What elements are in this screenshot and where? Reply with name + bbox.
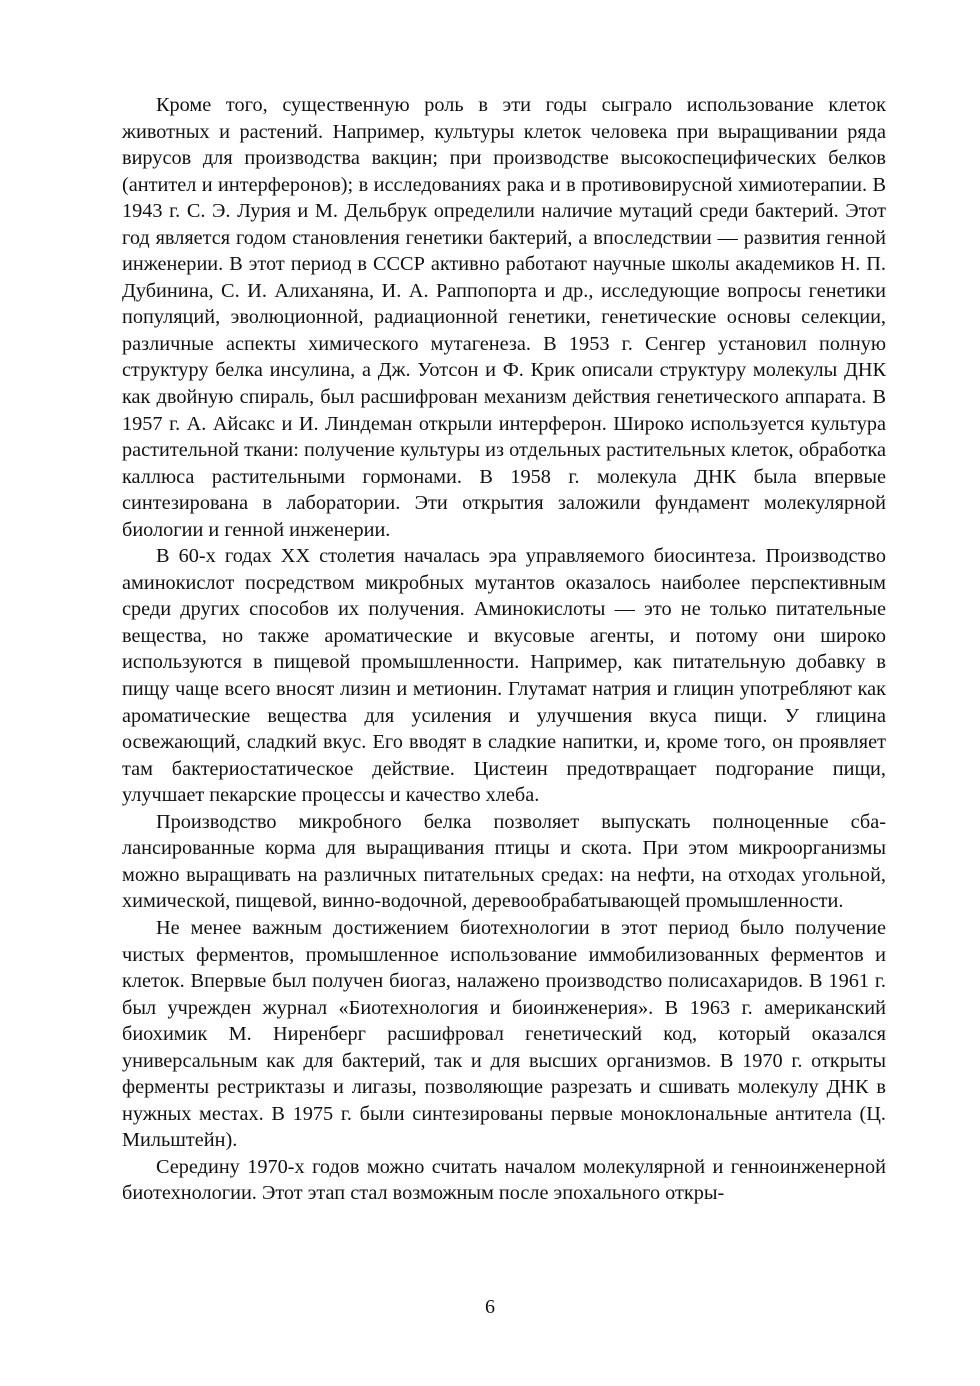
paragraph-1: Кроме того, существенную роль в эти годы сыграло использование клеток животных и растений. Например, культуры клеток человека при выращивании ряда вирусов для производства вакцин; при производстве высокоспецифических белков (антител и интерферонов); в исследованиях рака и в противовирусной химиотерапии. В 1943 г. С. Э. Лурия и М. Дельбрук определили наличие мутаций среди бактерий. Этот год является годом становления генетики бактерий, а впоследствии — развития генной инженерии. В этот период в СССР активно работают научные школы академиков Н. П. Дубинина, С. И. Алиханяна, И. А. Раппопорта и др., исследующие вопросы генетики популяций, эволюционной, радиационной генетики, генетические основы селекции, различные аспекты химического мутагенеза. В 1953 г. Сенгер установил полную структуру белка инсулина, а Дж. Уотсон и Ф. Крик описали структуру молекулы ДНК как двойную спираль, был расшифрован механизм действия генетического аппарата. В 1957 г. А. Айсакс и И. Линдеман открыли интерферон. Широко используется культура растительной ткани: получение культуры из отдельных растительных клеток, обработка каллюса растительными гормонами. В 1958 г. молекула ДНК была впервые синтезирована в лаборатории. Эти открытия заложили фундамент молекулярной биологии и генной инженерии. xyxy=(122,94,886,541)
paragraph-4: Не менее важным достижением биотехнологии в этот период было получение чистых ферментов, промышленное использование иммобилизованных ферментов и клеток. Впервые был получен биогаз, налажено производство полисахаридов. В 1961 г. был учрежден журнал «Биотехнология и биоинженерия». В 1963 г. американский биохимик М. Ниренберг расшифровал генетический код, который оказался универсальным как для бактерий, так и для высших организмов. В 1970 г. открыты ферменты рестриктазы и лигазы, позволяющие разрезать и сшивать молекулу ДНК в нужных местах. В 1975 г. были синтезированы первые моноклональные антитела (Ц. Мильштейн). xyxy=(122,916,886,1152)
page-body xyxy=(122,92,886,1207)
paragraph-3: Производство микробного белка позволяет выпускать полноценные сбалансированные корма для выращивания птицы и скота. При этом микроорганизмы можно выращивать на различных питательных средах: на нефти, на отходах угольной, химической, пищевой, винно-водочной, деревообрабатывающей промышленности. xyxy=(122,810,886,913)
page-number: 6 xyxy=(485,1296,495,1318)
paragraph-5: Середину 1970-х годов можно считать началом молекулярной и генноинженерной биотехнологии. Этот этап стал возможным после эпохального откры- xyxy=(122,1155,886,1205)
paragraph-2: В 60-х годах XX столетия началась эра управляемого биосинтеза. Производство аминокислот посредством микробных мутантов оказалось наиболее перспективным среди других способов их получения. Аминокислоты — это не только питательные вещества, но также ароматические и вкусовые агенты, и потому они широко используются в пищевой промышленности. Например, как питательную добавку в пищу чаще всего вносят лизин и метионин. Глутамат натрия и глицин употребляют как ароматические вещества для усиления и улучшения вкуса пищи. У глицина освежающий, сладкий вкус. Его вводят в сладкие напитки, и, кроме того, он проявляет там бактериостатическое действие. Цистеин предотвращает подгорание пищи, улучшает пекарские процессы и качество хлеба. xyxy=(122,545,886,807)
